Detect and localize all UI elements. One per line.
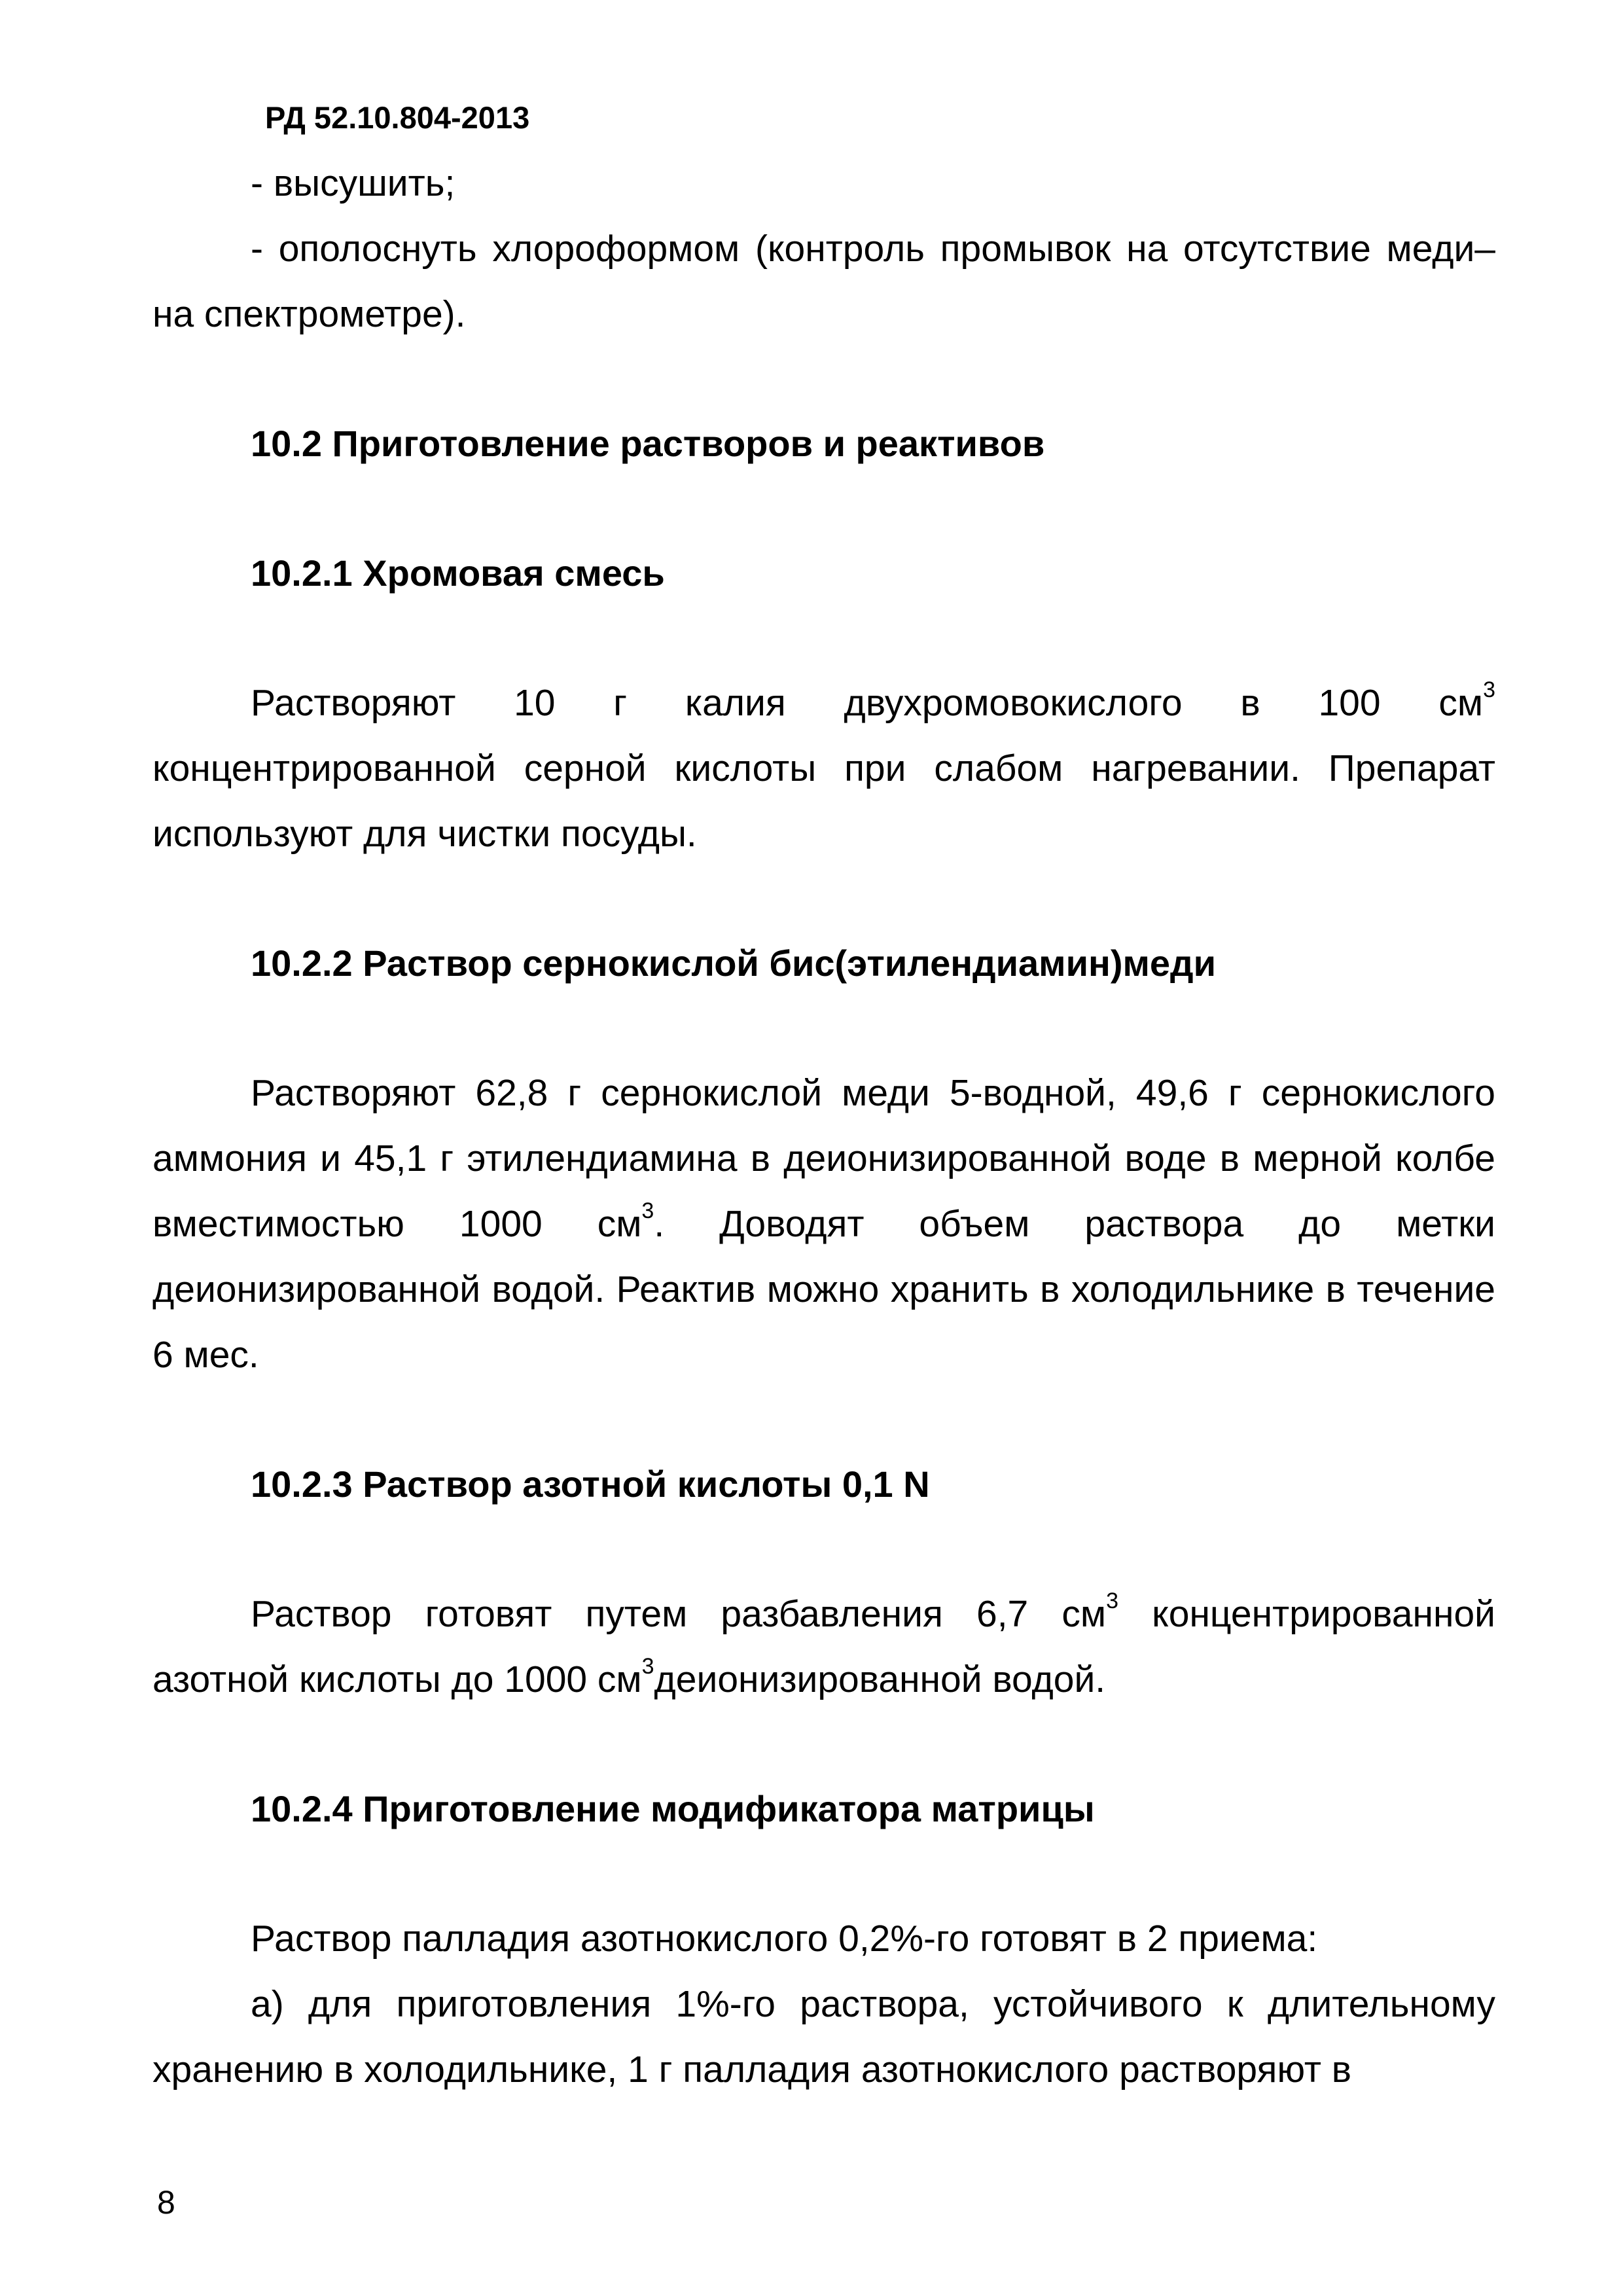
paragraph-text: концентрированной серной кислоты при слабом нагревании. Препарат используют для чистки посуды. bbox=[152, 747, 1495, 855]
superscript: 3 bbox=[1106, 1588, 1119, 1613]
spacer bbox=[152, 476, 1495, 541]
paragraph-text: Раствор готовят путем разбавления 6,7 см bbox=[251, 1593, 1107, 1635]
spacer bbox=[152, 606, 1495, 670]
section-heading: 10.2.4 Приготовление модификатора матрицы bbox=[251, 1788, 1095, 1829]
section-heading: 10.2 Приготовление растворов и реактивов bbox=[251, 423, 1045, 464]
paragraph-text: концентрированной азотной кислоты до 1000 см bbox=[152, 1593, 1496, 1700]
paragraph: а) для приготовления 1%-го раствора, устойчивого к длительному хранению в холодильнике, 1 г палладия азотнокислого растворяют в bbox=[152, 1983, 1495, 2090]
spacer bbox=[152, 347, 1495, 411]
superscript: 3 bbox=[1483, 677, 1495, 702]
paragraph bbox=[152, 1060, 1495, 1388]
document-code: РД 52.10.804-2013 bbox=[265, 100, 530, 135]
paragraph: Раствор палладия азотнокислого 0,2%-го готовят в 2 приема: bbox=[251, 1918, 1318, 1960]
page-number: 8 bbox=[157, 2184, 175, 2221]
spacer bbox=[152, 1842, 1495, 1906]
list-item: - ополоснуть хлороформом (контроль промывок на отсутствие меди– на спектрометре). bbox=[152, 228, 1495, 335]
superscript: 3 bbox=[641, 1654, 654, 1679]
paragraph-text: . Доводят объем раствора до метки деионизированной водой. Реактив можно хранить в холодильнике в течение 6 мес. bbox=[152, 1203, 1495, 1376]
spacer bbox=[152, 1712, 1495, 1776]
section-heading: 10.2.2 Раствор сернокислой бис(этилендиамин)меди bbox=[251, 942, 1217, 984]
section-heading: 10.2.3 Раствор азотной кислоты 0,1 N bbox=[251, 1463, 930, 1505]
spacer bbox=[152, 1517, 1495, 1581]
document-body bbox=[152, 151, 1495, 2102]
list-item: - высушить; bbox=[251, 162, 455, 204]
section-heading: 10.2.1 Хромовая смесь bbox=[251, 552, 665, 594]
paragraph bbox=[152, 1581, 1495, 1712]
paragraph-text: Растворяют 62,8 г сернокислой меди 5-водной, 49,6 г сернокислого аммония и 45,1 г этилендиамина в деионизированной воде в мерной колбе вместимостью 1000 см bbox=[152, 1072, 1495, 1245]
paragraph-text: Растворяют 10 г калия двухромовокислого в 100 см bbox=[251, 682, 1484, 724]
spacer bbox=[152, 1388, 1495, 1452]
spacer bbox=[152, 867, 1495, 931]
spacer bbox=[152, 996, 1495, 1060]
superscript: 3 bbox=[641, 1198, 654, 1223]
paragraph-text: деионизированной водой. bbox=[654, 1659, 1106, 1700]
paragraph bbox=[152, 670, 1495, 867]
